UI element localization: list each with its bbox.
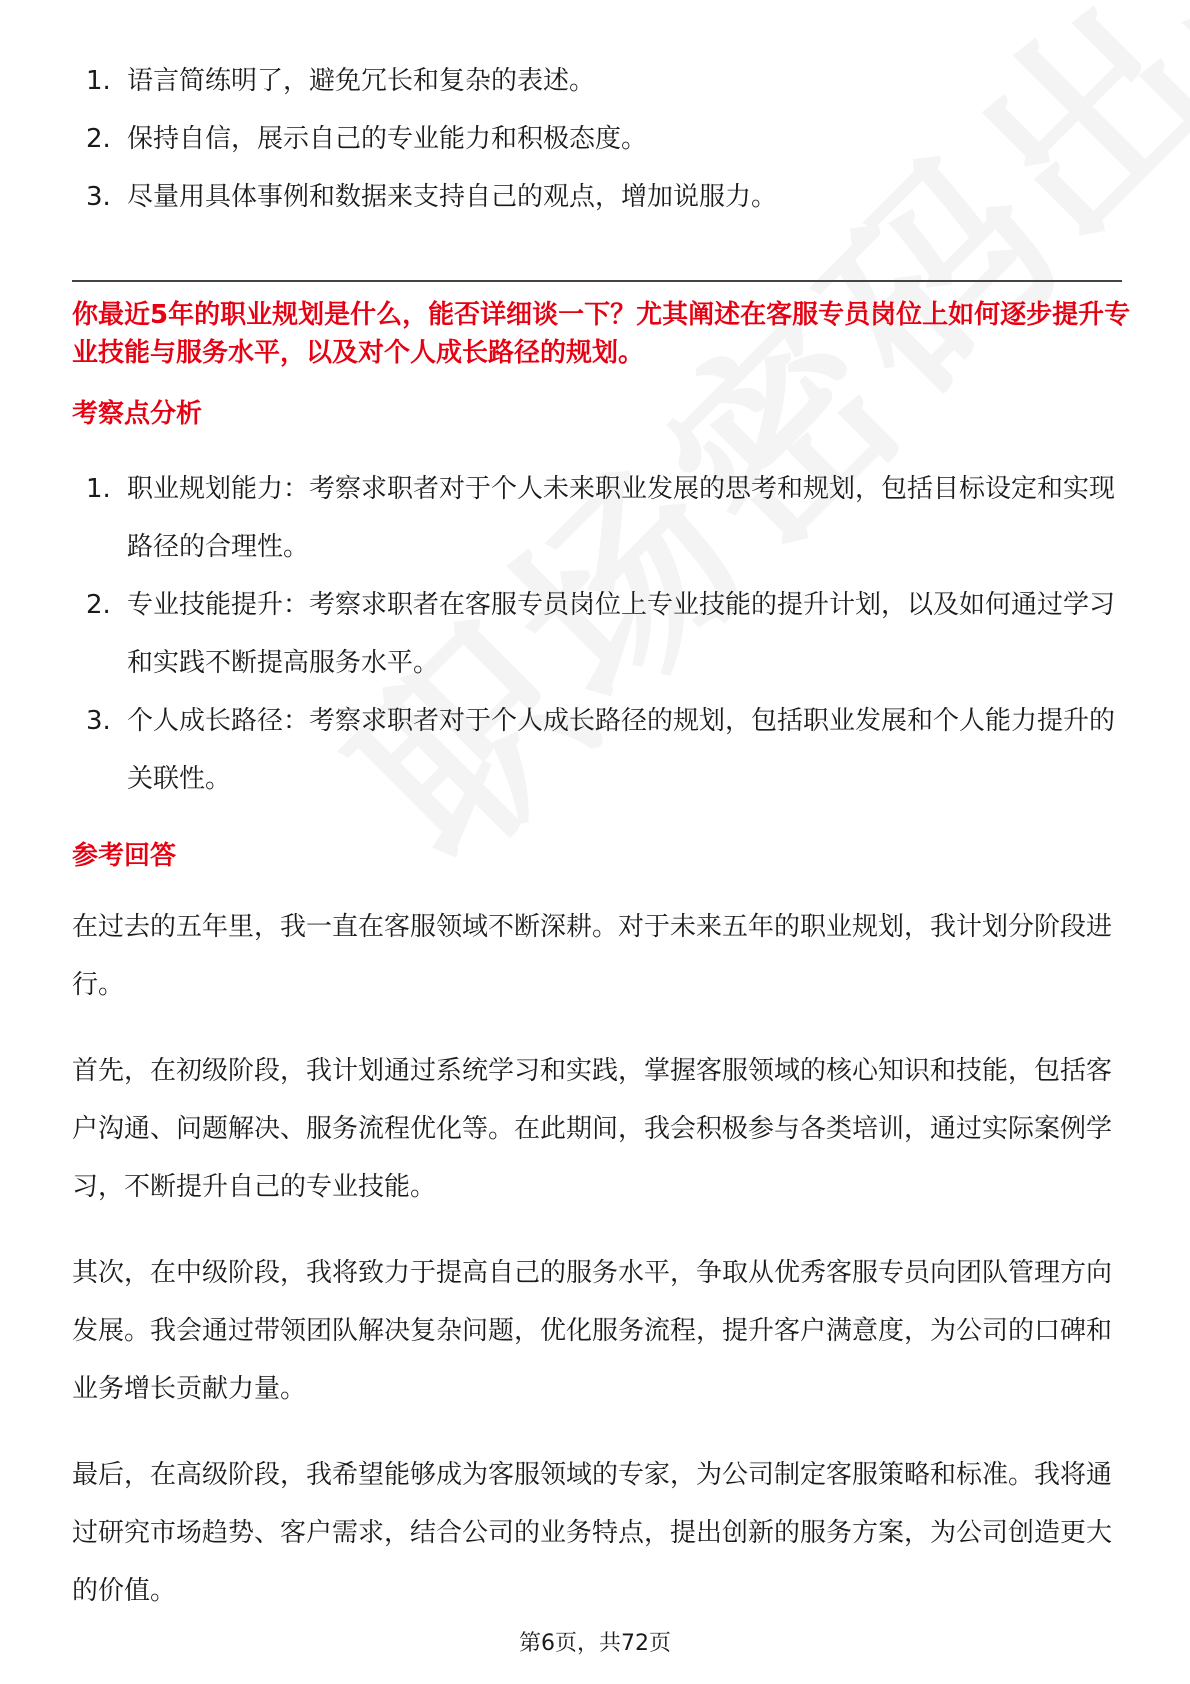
list-number: 1. [86, 66, 111, 96]
analysis-heading: 考察点分析 [72, 399, 203, 429]
list-item [72, 52, 1122, 110]
answer-paragraph: 在过去的五年里，我一直在客服领域不断深耕。对于未来五年的职业规划，我计划分阶段进行。 [72, 912, 1113, 1000]
list-text: 语言简练明了，避免冗长和复杂的表述。 [127, 66, 596, 96]
list-item [72, 576, 1132, 692]
analysis-list [72, 460, 1132, 808]
list-item [72, 460, 1132, 576]
list-text: 尽量用具体事例和数据来支持自己的观点，增加说服力。 [127, 182, 778, 212]
section-divider [72, 280, 1122, 282]
list-number: 2. [86, 124, 111, 154]
answer-paragraph: 首先，在初级阶段，我计划通过系统学习和实践，掌握客服领域的核心知识和技能，包括客户沟通、问题解决、服务流程优化等。在此期间，我会积极参与各类培训，通过实际案例学习，不断提升自己的专业技能。 [72, 1056, 1113, 1202]
answer-paragraph: 最后，在高级阶段，我希望能够成为客服领域的专家，为公司制定客服策略和标准。我将通过研究市场趋势、客户需求，结合公司的业务特点，提出创新的服务方案，为公司创造更大的价值。 [72, 1460, 1113, 1606]
list-text: 个人成长路径：考察求职者对于个人成长路径的规划，包括职业发展和个人能力提升的关联性。 [127, 706, 1116, 794]
list-number: 1. [86, 474, 111, 504]
answer-paragraph: 其次，在中级阶段，我将致力于提高自己的服务水平，争取从优秀客服专员向团队管理方向发展。我会通过带领团队解决复杂问题，优化服务流程，提升客户满意度，为公司的口碑和业务增长贡献力量。 [72, 1258, 1113, 1404]
list-text: 保持自信，展示自己的专业能力和积极态度。 [127, 124, 648, 154]
list-text: 职业规划能力：考察求职者对于个人未来职业发展的思考和规划，包括目标设定和实现路径的合理性。 [127, 474, 1116, 562]
list-item [72, 168, 1122, 226]
list-number: 3. [86, 706, 111, 736]
list-number: 3. [86, 182, 111, 212]
tips-list [72, 52, 1122, 226]
list-text: 专业技能提升：考察求职者在客服专员岗位上专业技能的提升计划，以及如何通过学习和实践不断提高服务水平。 [127, 590, 1116, 678]
answer-heading: 参考回答 [72, 841, 177, 871]
page-number: 第6页，共72页 [519, 1631, 671, 1656]
list-number: 2. [86, 590, 111, 620]
list-item [72, 110, 1122, 168]
interview-question: 你最近5年的职业规划是什么，能否详细谈一下？尤其阐述在客服专员岗位上如何逐步提升专业技能与服务水平，以及对个人成长路径的规划。 [72, 300, 1131, 368]
list-item [72, 692, 1132, 808]
